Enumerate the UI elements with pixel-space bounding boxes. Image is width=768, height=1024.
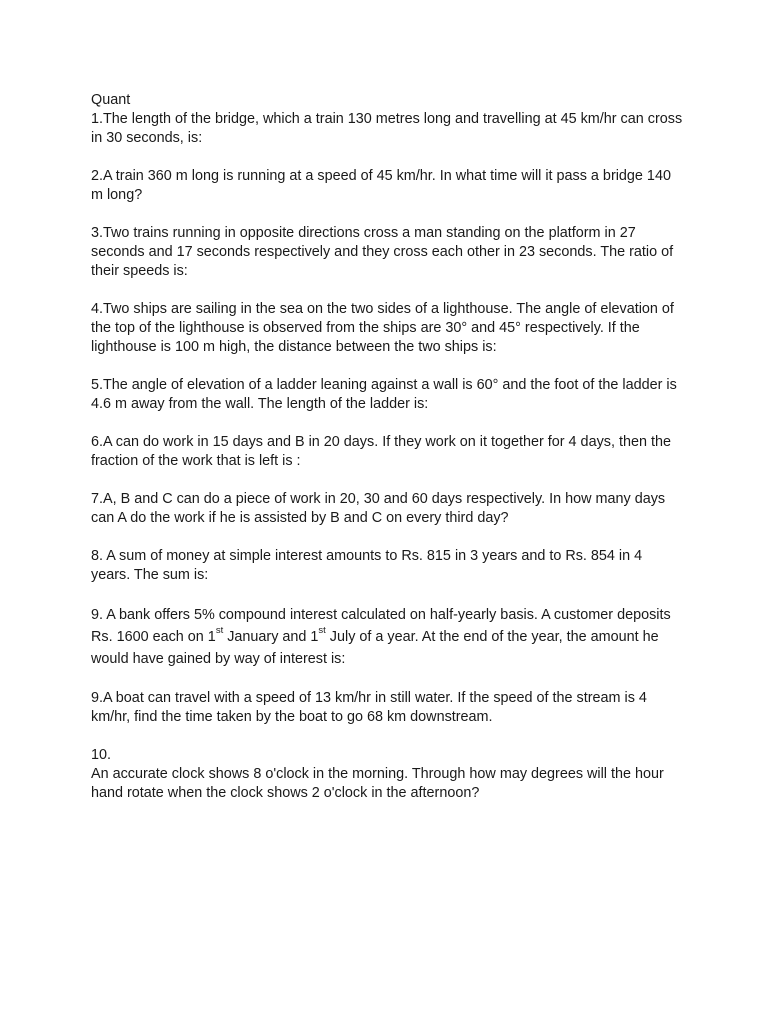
question-9-part1: 9. A bank offers 5% compound interest calculated on half-yearly basis. A customer deposits Rs. 1600 each on 1 xyxy=(91,607,671,645)
spacer xyxy=(91,528,683,547)
question-3: 3.Two trains running in opposite directions cross a man standing on the platform in 27 seconds and 17 seconds respectively and they cross each other in 23 seconds. The ratio of their speeds is: xyxy=(91,225,674,279)
question-6: 6.A can do work in 15 days and B in 20 days. If they work on it together for 4 days, then the fraction of the work that is left is : xyxy=(91,434,671,469)
document-heading: Quant xyxy=(91,92,131,108)
document-page xyxy=(91,91,683,803)
question-1: 1.The length of the bridge, which a train 130 metres long and travelling at 45 km/hr can cross in 30 seconds, is: xyxy=(91,111,683,146)
question-10-number: 10. xyxy=(91,747,112,763)
question-8: 8. A sum of money at simple interest amounts to Rs. 815 in 3 years and to Rs. 854 in 4 years. The sum is: xyxy=(91,548,643,583)
question-9-ordinal-1: st xyxy=(215,625,224,637)
spacer xyxy=(91,727,683,746)
spacer xyxy=(91,585,683,604)
spacer xyxy=(91,148,683,167)
spacer xyxy=(91,670,683,689)
spacer xyxy=(91,471,683,490)
question-9 xyxy=(91,604,683,670)
question-2: 2.A train 360 m long is running at a speed of 45 km/hr. In what time will it pass a bridge 140 m long? xyxy=(91,168,671,203)
spacer xyxy=(91,281,683,300)
question-9-part3: July of a year. At the end of the year, the amount he would have gained by way of interest is: xyxy=(91,629,659,667)
spacer xyxy=(91,414,683,433)
question-7: 7.A, B and C can do a piece of work in 20, 30 and 60 days respectively. In how many days can A do the work if he is assisted by B and C on every third day? xyxy=(91,491,666,526)
spacer xyxy=(91,205,683,224)
spacer xyxy=(91,357,683,376)
question-4: 4.Two ships are sailing in the sea on the two sides of a lighthouse. The angle of elevation of the top of the lighthouse is observed from the ships are 30° and 45° respectively. If the lighthouse is 100 m high, the distance between the two ships is: xyxy=(91,301,674,355)
question-9-ordinal-2: st xyxy=(318,625,326,637)
question-10: An accurate clock shows 8 o'clock in the morning. Through how may degrees will the hour hand rotate when the clock shows 2 o'clock in the afternoon? xyxy=(91,766,664,801)
question-9b: 9.A boat can travel with a speed of 13 km/hr in still water. If the speed of the stream is 4 km/hr, find the time taken by the boat to go 68 km downstream. xyxy=(91,690,647,725)
question-9-part2: January and 1 xyxy=(223,629,319,645)
question-5: 5.The angle of elevation of a ladder leaning against a wall is 60° and the foot of the ladder is 4.6 m away from the wall. The length of the ladder is: xyxy=(91,377,677,412)
